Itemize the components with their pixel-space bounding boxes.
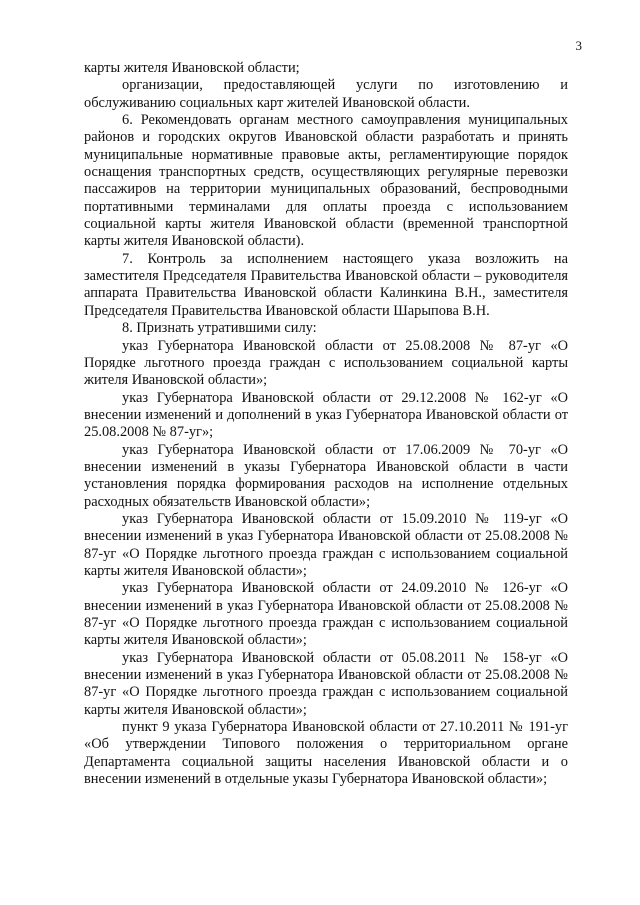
paragraph-item-8: 8. Признать утратившими силу: [122,320,317,337]
paragraph-decree-70: указ Губернатора Ивановской области от 17.06.2009 № 70-уг «О внесении изменений в указы Губернатора Ивановской области в части установления порядка формирования расходов на исполнение отдельных расходных обязательств Ивановской области»; [84,441,568,510]
page-number: 3 [575,38,582,53]
paragraph-decree-119: указ Губернатора Ивановской области от 15.09.2010 № 119-уг «О внесении изменений в указ Губернатора Ивановской области от 25.08.2008 № 87-уг «О Порядке льготного проезда граждан с использованием социальной карты жителя Ивановской области»; [84,510,568,579]
paragraph-item-7: 7. Контроль за исполнением настоящего указа возложить на заместителя Председателя Правительства Ивановской области – руководителя аппарата Правительства Ивановской области Калинкина В.Н., заместителя Председателя Правительства Ивановской области Шарыпова В.Н. [84,250,568,319]
paragraph-card-organizations: организации, предоставляющей услуги по изготовлению и обслуживанию социальных карт жителей Ивановской области. [84,77,568,111]
paragraph-decree-126: указ Губернатора Ивановской области от 24.09.2010 № 126-уг «О внесении изменений в указ Губернатора Ивановской области от 25.08.2008 № 87-уг «О Порядке льготного проезда граждан с использованием социальной карты жителя Ивановской области»; [84,580,568,649]
paragraph-decree-87: указ Губернатора Ивановской области от 25.08.2008 № 87-уг «О Порядке льготного проезда граждан с использованием социальной карты жителя Ивановской области»; [84,337,568,389]
paragraph-decree-191-item-9: пункт 9 указа Губернатора Ивановской области от 27.10.2011 № 191-уг «Об утверждении Типового положения о территориальном органе Департамента социальной защиты населения Ивановской области и о внесении изменений в отдельные указы Губернатора Ивановской области»; [84,719,568,788]
paragraph-card-continuation: карты жителя Ивановской области; [84,60,300,76]
paragraph-item-6: 6. Рекомендовать органам местного самоуправления муниципальных районов и городских округов Ивановской области разработать и принять муниципальные нормативные правовые акты, регламентирующие порядок оснащения транспортных средств, осуществляющих регулярные перевозки пассажиров на территории муниципальных образований, беспроводными портативными терминалами для оплаты проезда с использованием социальной карты жителя Ивановской области (временной транспортной карты жителя Ивановской области). [84,112,568,250]
paragraph-decree-162: указ Губернатора Ивановской области от 29.12.2008 № 162-уг «О внесении изменений и дополнений в указ Губернатора Ивановской области от 25.08.2008 № 87-уг»; [84,389,568,441]
document-body [84,60,568,788]
paragraph-decree-158: указ Губернатора Ивановской области от 05.08.2011 № 158-уг «О внесении изменений в указ Губернатора Ивановской области от 25.08.2008 № 87-уг «О Порядке льготного проезда граждан с использованием социальной карты жителя Ивановской области»; [84,649,568,718]
